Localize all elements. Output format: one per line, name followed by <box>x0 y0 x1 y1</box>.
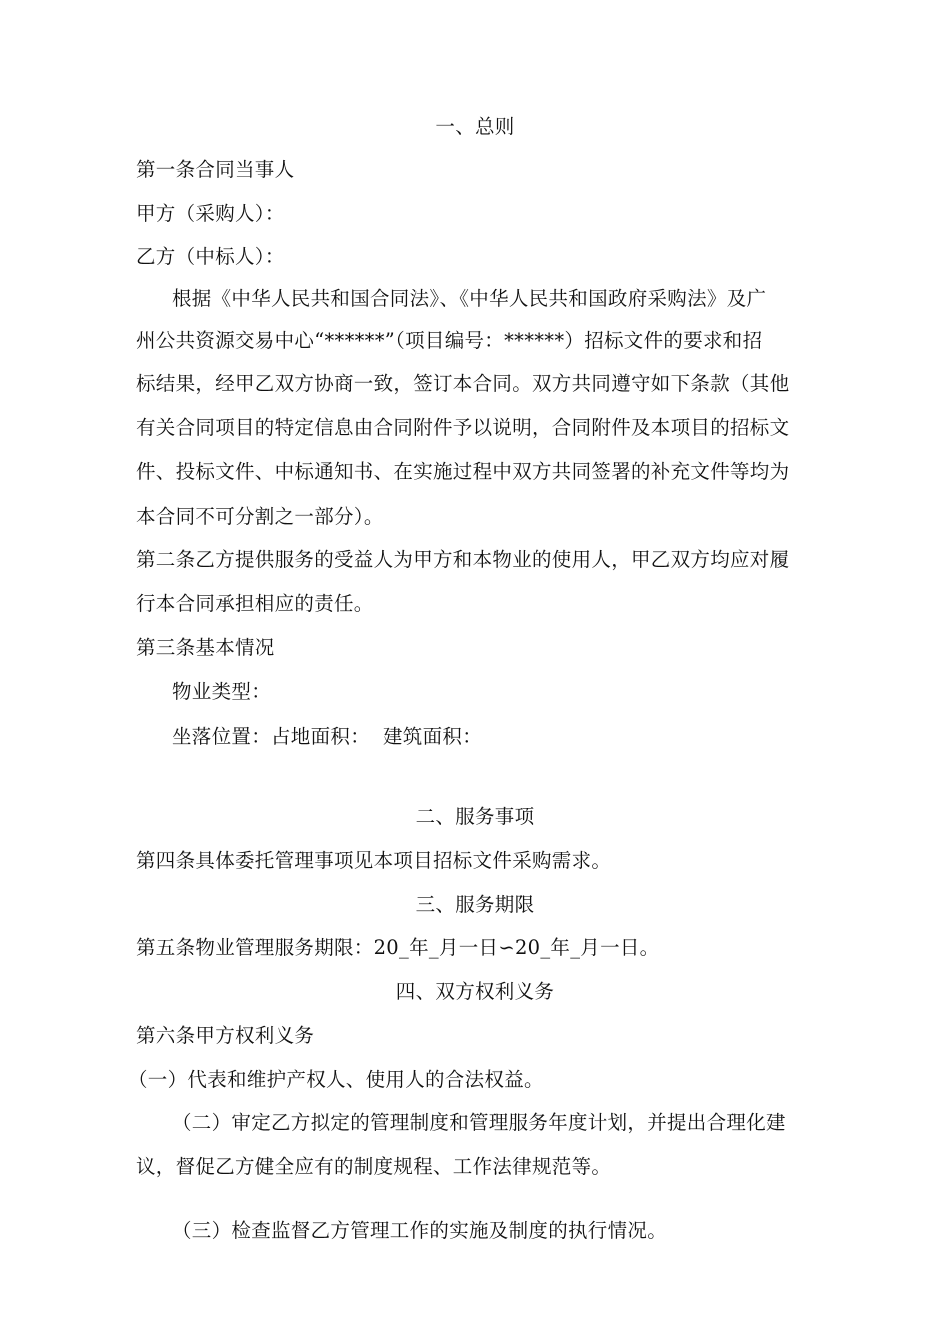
preamble-line: 根据《中华人民共和国合同法》、《中华人民共和国政府采购法》及广 <box>172 287 767 310</box>
article-4-line: 第四条具体委托管理事项见本项目招标文件采购需求。 <box>136 849 612 872</box>
rights-item-2-line: （二）审定乙方拟定的管理制度和管理服务年度计划，并提出合理化建 <box>172 1111 786 1134</box>
preamble-line: 州公共资源交易中心“******”（项目编号：******）招标文件的要求和招 <box>136 329 763 352</box>
party-b-line: 乙方（中标人）： <box>136 245 285 268</box>
party-a-line: 甲方（采购人）： <box>136 202 285 225</box>
section-heading-general: 一、总则 <box>435 115 515 138</box>
article-5-line: 第五条物业管理服务期限：20_年_月一日∽20_年_月一日。 <box>136 936 660 959</box>
section-heading-term: 三、服务期限 <box>415 893 535 916</box>
preamble-line: 本合同不可分割之一部分）。 <box>136 505 384 528</box>
preamble-line: 标结果，经甲乙双方协商一致，签订本合同。双方共同遵守如下条款（其他 <box>136 372 790 395</box>
article-3-title: 第三条基本情况 <box>136 636 275 659</box>
article-2-line: 行本合同承担相应的责任。 <box>136 592 374 615</box>
location-area-line: 坐落位置：占地面积： 建筑面积： <box>172 725 482 748</box>
preamble-line: 有关合同项目的特定信息由合同附件予以说明，合同附件及本项目的招标文 <box>136 416 790 439</box>
section-heading-rights: 四、双方权利义务 <box>395 980 555 1003</box>
rights-item-1: （一）代表和维护产权人、使用人的合法权益。 <box>128 1068 544 1091</box>
preamble-line: 件、投标文件、中标通知书、在实施过程中双方共同签署的补充文件等均为 <box>136 460 790 483</box>
rights-item-2-line: 议，督促乙方健全应有的制度规程、工作法律规范等。 <box>136 1155 612 1178</box>
rights-item-3: （三）检查监督乙方管理工作的实施及制度的执行情况。 <box>172 1219 668 1242</box>
section-heading-services: 二、服务事项 <box>415 805 535 828</box>
article-1-title: 第一条合同当事人 <box>136 158 295 181</box>
article-6-title: 第六条甲方权利义务 <box>136 1024 315 1047</box>
property-type-line: 物业类型： <box>172 680 272 703</box>
article-2-line: 第二条乙方提供服务的受益人为甲方和本物业的使用人，甲乙双方均应对履 <box>136 548 790 571</box>
